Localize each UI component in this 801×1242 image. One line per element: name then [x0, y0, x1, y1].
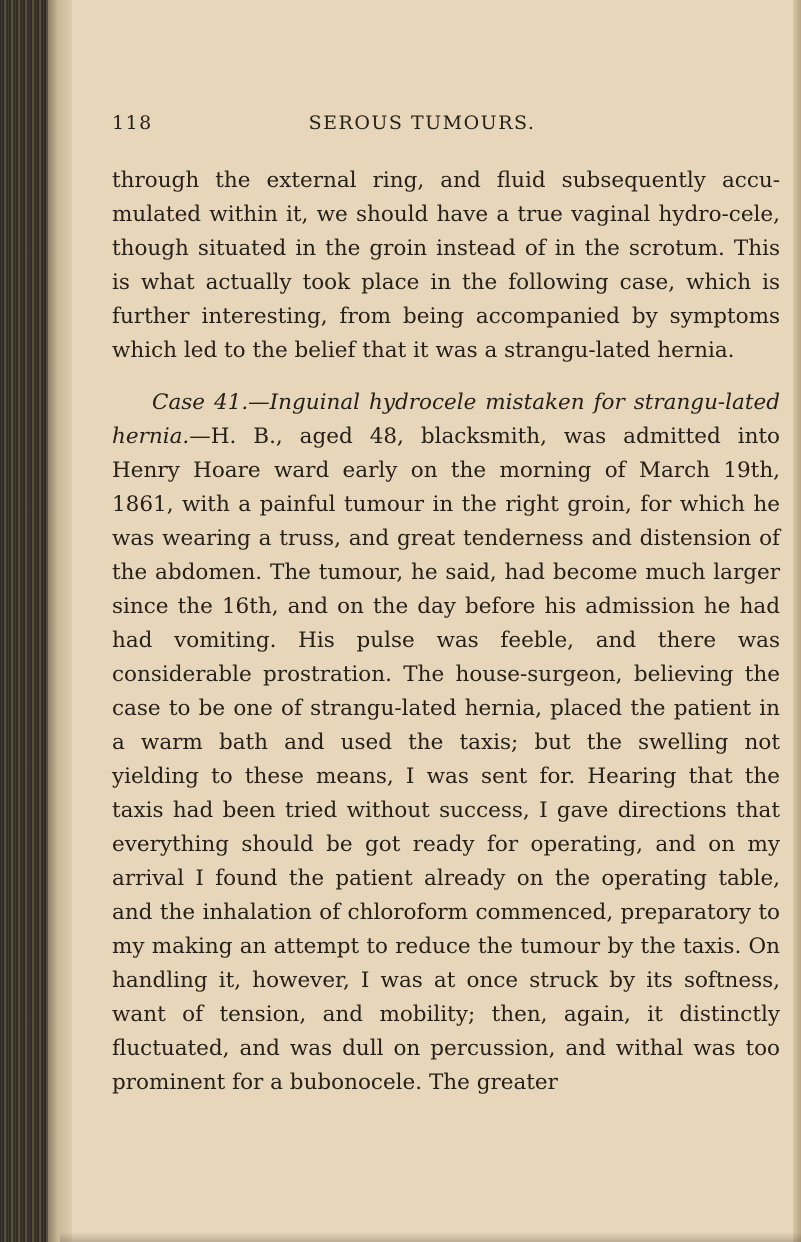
page-edge — [793, 0, 801, 1242]
book-page — [72, 0, 787, 1242]
book-binding-gutter — [0, 0, 48, 1242]
running-title: SEROUS TUMOURS. — [308, 112, 536, 134]
running-head — [112, 112, 782, 142]
case-title: —Inguinal hydrocele mistaken for strangu-lated hernia. — [112, 390, 780, 449]
case-body: —H. B., aged 48, blacksmith, was admitted into Henry Hoare ward early on the morning of March 19th, 1861, with a painful tumour in the right groin, for which he was wearing a truss, and great tenderness and distension of the abdomen. The tumour, he said, had become much larger since the 16th, and on the day before his admission he had had vomiting. His pulse was feeble, and there was considerable prostration. The house-surgeon, believing the case to be one of strangu-lated hernia, placed the patient in a warm bath and used the taxis; but the swelling not yielding to these means, I was sent for. Hearing that the taxis had been tried without success, I gave directions that everything should be got ready for operating, and on my arrival I found the patient already on the operating table, and the inhalation of chloroform commenced, preparatory to my making an attempt to reduce the tumour by the taxis. On handling it, however, I was at once struck by its softness, want of tension, and mobility; then, again, it distinctly fluctuated, and was dull on percussion, and withal was too prominent for a bubonocele. The greater — [112, 424, 780, 1095]
case-paragraph — [112, 386, 780, 1100]
page-number: 118 — [112, 112, 153, 134]
body-text — [112, 164, 780, 1100]
paragraph-continued: through the external ring, and fluid subsequently accu-mulated within it, we should have a true vaginal hydro-cele, though situated in the groin instead of in the scrotum. This is what actually took place in the following case, which is further interesting, from being accompanied by symptoms which led to the belief that it was a strangu-lated hernia. — [112, 168, 780, 363]
case-label: Case 41. — [152, 390, 249, 415]
gutter-shadow — [48, 0, 72, 1242]
